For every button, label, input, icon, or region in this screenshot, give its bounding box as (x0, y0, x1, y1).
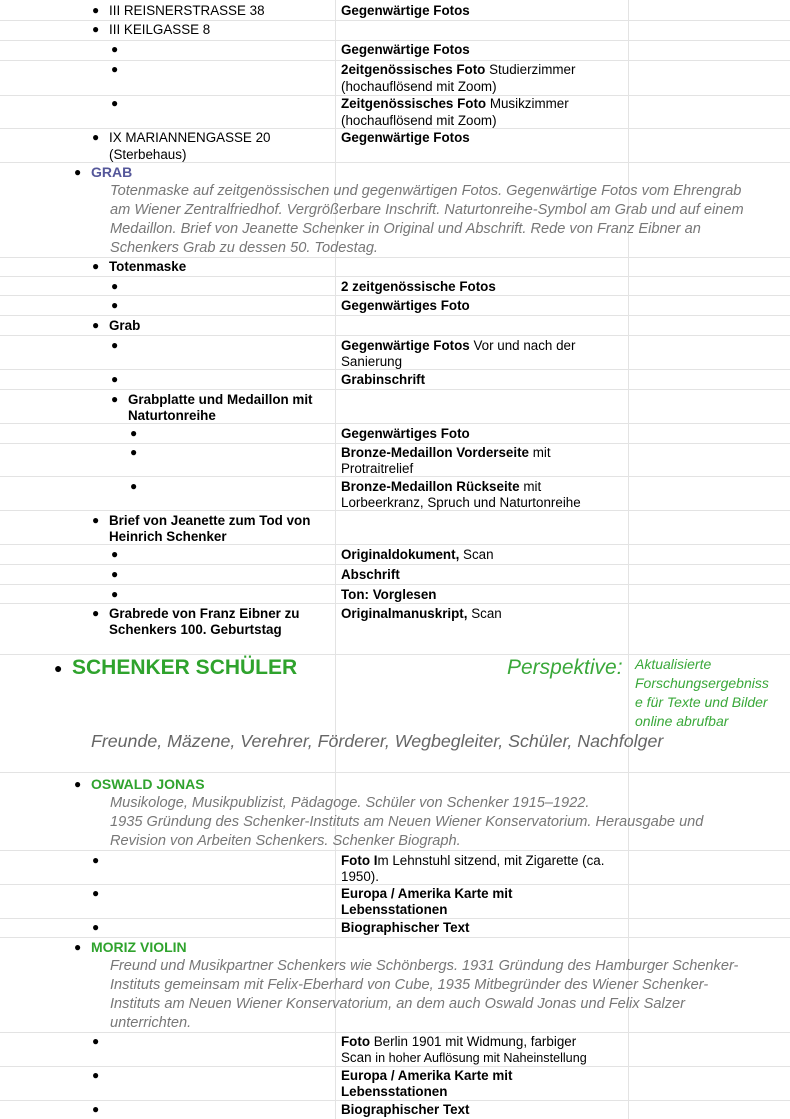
media-link[interactable]: Gegenwärtige Fotos (341, 42, 470, 57)
bullet: ● (54, 660, 63, 676)
media-link[interactable]: Europa / Amerika Karte mit (341, 886, 513, 901)
perspective-note: online abrufbar (635, 713, 729, 729)
grid-line (0, 335, 790, 336)
media-link[interactable]: Gegenwärtiges Foto (341, 426, 470, 441)
item-label: Grabplatte und Medaillon mit (128, 392, 313, 407)
bullet: ● (92, 1034, 100, 1048)
bullet: ● (74, 777, 82, 791)
media-link[interactable]: Lebensstationen (341, 902, 448, 917)
media-title: Originaldokument, (341, 547, 460, 562)
media-detail: m Lehnstuhl sitzend, mit Zigarette (ca. (377, 853, 605, 868)
section-heading-grab: GRAB (91, 164, 133, 180)
bullet: ● (130, 479, 138, 493)
bullet: ● (130, 445, 138, 459)
bullet: ● (111, 96, 119, 110)
media-link[interactable]: Europa / Amerika Karte mit (341, 1068, 513, 1083)
section-description: Revision von Arbeiten Schenkers. Schenker Biograph. (110, 833, 461, 849)
section-subtitle: Freunde, Mäzene, Verehrer, Förderer, Wegbegleiter, Schüler, Nachfolger (91, 731, 664, 751)
bullet: ● (92, 318, 100, 332)
section-description: Totenmaske auf zeitgenössischen und gegenwärtigen Fotos. Gegenwärtige Fotos vom Ehrengrab (110, 183, 742, 199)
media-link[interactable]: Biographischer Text (341, 920, 470, 935)
grid-line (0, 603, 790, 604)
bullet: ● (92, 920, 100, 934)
section-heading-jonas: OSWALD JONAS (91, 776, 205, 792)
section-description: Instituts gemeinsam mit Felix-Eberhard von Cube, 1935 Mitbegründer des Wiener Schenker- (110, 977, 709, 993)
media-detail (341, 1049, 587, 1067)
media-detail: Musikzimmer (489, 96, 569, 111)
media-title: Gegenwärtige Fotos (341, 338, 470, 353)
media-link[interactable] (341, 605, 502, 622)
bullet: ● (92, 3, 100, 17)
bullet: ● (74, 940, 82, 954)
section-description: Schenkers Grab zu dessen 50. Todestag. (110, 240, 378, 256)
section-heading-violin: MORIZ VIOLIN (91, 939, 187, 955)
media-title: Bronze-Medaillon Rückseite (341, 479, 520, 494)
item-label: Grabrede von Franz Eibner zu (109, 606, 300, 621)
media-title: Originalmanuskript, (341, 606, 468, 621)
grid-line (0, 584, 790, 585)
address-label: IX MARIANNENGASSE 20 (109, 130, 271, 145)
item-label: Heinrich Schenker (109, 529, 227, 544)
media-detail: Scan (471, 606, 502, 621)
media-detail: (hochauflösend mit Zoom) (341, 79, 497, 94)
bullet: ● (92, 22, 100, 36)
media-detail: Vor und nach der (473, 338, 576, 353)
bullet: ● (111, 567, 119, 581)
media-link[interactable] (341, 337, 575, 354)
perspective-note: Aktualisierte (635, 656, 712, 672)
grid-line (0, 315, 790, 316)
bullet: ● (92, 606, 100, 620)
section-description: Musikologe, Musikpublizist, Pädagoge. Schüler von Schenker 1915–1922. (110, 795, 590, 811)
bullet: ● (111, 42, 119, 56)
section-description: unterrichten. (110, 1015, 192, 1031)
bullet: ● (111, 279, 119, 293)
section-description: am Wiener Zentralfriedhof. Vergrößerbare Inschrift. Naturtonreihe-Symbol am Grab und auf einem (110, 202, 744, 218)
grid-line (0, 276, 790, 277)
media-link[interactable]: Grabinschrift (341, 372, 426, 387)
bullet: ● (92, 513, 100, 527)
media-title: Bronze-Medaillon Vorderseite (341, 445, 529, 460)
section-description: Medaillon. Brief von Jeanette Schenker in Original und Abschrift. Rede von Franz Eibner an (110, 221, 701, 237)
media-detail: Scan (463, 547, 494, 562)
perspective-note: e für Texte und Bilder (635, 694, 768, 710)
bullet: ● (111, 298, 119, 312)
bullet: ● (92, 886, 100, 900)
media-link[interactable]: Lebensstationen (341, 1084, 448, 1099)
media-link[interactable]: Abschrift (341, 567, 400, 582)
bullet: ● (111, 587, 119, 601)
bullet: ● (111, 372, 119, 386)
bullet: ● (130, 426, 138, 440)
media-detail: Studierzimmer (489, 62, 576, 77)
media-detail: Lorbeerkranz, Spruch und Naturtonreihe (341, 495, 581, 510)
media-title: Foto I (341, 853, 378, 868)
perspective-note: Forschungsergebniss (635, 675, 769, 691)
item-label: Schenkers 100. Geburtstag (109, 622, 282, 637)
media-link[interactable] (341, 444, 551, 461)
grid-line (0, 937, 790, 938)
address-label: III KEILGASSE 8 (109, 22, 211, 37)
media-link[interactable] (341, 1033, 576, 1050)
media-title: Foto (341, 1034, 370, 1049)
item-label: Brief von Jeanette zum Tod von (109, 513, 311, 528)
media-detail: Protraitrelief (341, 461, 414, 476)
section-description: Freund und Musikpartner Schenkers wie Schönbergs. 1931 Gründung des Hamburger Schenker- (110, 958, 739, 974)
media-title: Zeitgenössisches Foto (341, 96, 487, 111)
grid-line (335, 0, 336, 1119)
bullet: ● (111, 547, 119, 561)
grid-line (628, 0, 629, 1119)
address-label: III REISNERSTRASSE 38 (109, 3, 265, 18)
media-link[interactable] (341, 546, 494, 563)
bullet: ● (111, 392, 119, 406)
grid-line (0, 295, 790, 296)
media-link[interactable]: Biographischer Text (341, 1102, 470, 1117)
bullet: ● (92, 1068, 100, 1082)
item-label: Naturtonreihe (128, 408, 216, 423)
page-section-title: SCHENKER SCHÜLER (72, 656, 298, 679)
media-link[interactable]: Gegenwärtige Fotos (341, 3, 470, 18)
perspective-label: Perspektive: (507, 656, 623, 679)
section-description: 1935 Gründung des Schenker-Instituts am Neuen Wiener Konservatorium. Herausgabe und (110, 814, 704, 830)
media-link[interactable] (341, 478, 541, 495)
grid-line (0, 423, 790, 424)
grid-line (0, 389, 790, 390)
media-detail: Berlin 1901 mit Widmung, farbiger (373, 1034, 577, 1049)
media-link[interactable]: 2 zeitgenössische Fotos (341, 279, 496, 294)
bullet: ● (92, 259, 100, 273)
media-link[interactable]: Gegenwärtiges Foto (341, 298, 470, 313)
grid-line (0, 564, 790, 565)
item-label: Totenmaske (109, 259, 187, 274)
media-link[interactable] (341, 95, 569, 112)
bullet: ● (92, 1102, 100, 1116)
bullet: ● (92, 130, 100, 144)
media-detail: 1950). (341, 869, 379, 884)
item-label: Grab (109, 318, 141, 333)
media-detail: Scan (341, 1050, 372, 1065)
media-title: 2eitgenössisches Foto (341, 62, 486, 77)
media-detail: mit (532, 445, 551, 460)
bullet: ● (111, 338, 119, 352)
section-description: Instituts am Neuen Wiener Konservatorium, an dem auch Oswald Jonas und Felix Salzer (110, 996, 685, 1012)
media-detail: Sanierung (341, 354, 403, 369)
bullet: ● (74, 165, 82, 179)
media-detail: (hochauflösend mit Zoom) (341, 113, 497, 128)
media-link[interactable]: Ton: Vorglesen (341, 587, 437, 602)
address-label: (Sterbehaus) (109, 147, 187, 162)
media-link[interactable] (341, 61, 575, 78)
media-link[interactable]: Gegenwärtige Fotos (341, 130, 470, 145)
media-detail: mit (523, 479, 542, 494)
bullet: ● (92, 853, 100, 867)
media-link[interactable] (341, 852, 604, 869)
grid-line (0, 772, 790, 773)
media-detail: in hoher Auflösung mit Naheinstellung (375, 1051, 587, 1065)
bullet: ● (111, 62, 119, 76)
